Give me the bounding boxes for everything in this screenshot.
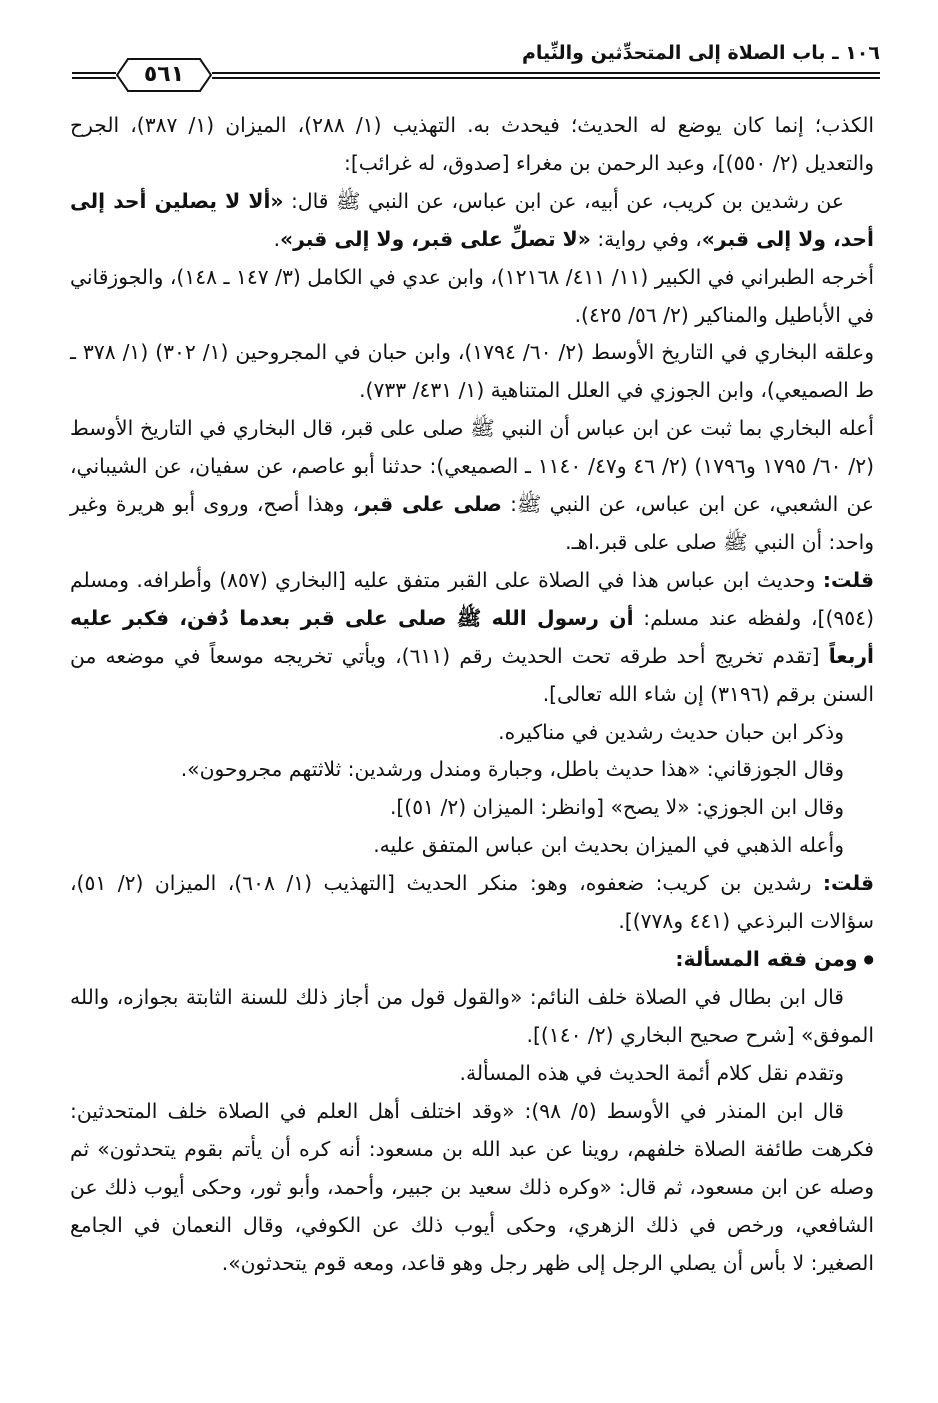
- page-number: ٥٦١: [143, 62, 185, 87]
- text-run: رشدين بن كريب: ضعفوه، وهو: منكر الحديث [التهذيب (١/ ٦٠٨)، الميزان (٢/ ٥١)، سؤالات البرذعي (٤٤١ و٧٧٨)].: [70, 871, 874, 934]
- page-header: [72, 40, 880, 90]
- body-paragraph: [70, 789, 874, 827]
- body-paragraph: [70, 183, 874, 259]
- bold-text: أن رسول الله ﷺ صلى على قبر بعدما دُفن، فكبر عليه أربعاً: [70, 605, 874, 668]
- bold-text: قلت:: [822, 871, 875, 896]
- text-run: وأعله الذهبي في الميزان بحديث ابن عباس المتفق عليه.: [373, 833, 844, 858]
- text-run: أعله البخاري بما ثبت عن ابن عباس أن النبي ﷺ صلى على قبر، قال البخاري في التاريخ الأوسط (٢/ ٦٠/ ١٧٩٥ و١٧٩٦) (٢/ ٤٦ و٤٧/ ١١٤٠ ـ الصميعي): حدثنا أبو عاصم، عن سفيان، عن الشيباني، عن الشعبي، عن ابن عباس، عن النبي ﷺ:: [70, 416, 875, 517]
- body-paragraph: [70, 714, 874, 752]
- text-run: ، وفي رواية:: [590, 226, 702, 251]
- text-run: وحديث ابن عباس هذا في الصلاة على القبر متفق عليه [البخاري (٨٥٧) وأطرافه. ومسلم (٩٥٤)]، ولفظه عند مسلم:: [70, 567, 874, 630]
- bold-text: «لا تصلِّ على قبر، ولا إلى قبر»: [280, 226, 591, 251]
- text-run: قال ابن بطال في الصلاة خلف النائم: «والقول قول من أجاز ذلك للسنة الثابتة بجوازه، والله الموفق» [شرح صحيح البخاري (٢/ ١٤٠)].: [70, 985, 874, 1048]
- body-paragraph: [70, 827, 874, 865]
- body-paragraph: [70, 1055, 874, 1093]
- body-paragraph: [70, 334, 874, 410]
- running-title: ١٠٦ ـ باب الصلاة إلى المتحدِّثين والنِّيام: [516, 42, 880, 64]
- text-run: عن رشدين بن كريب، عن أبيه، عن ابن عباس، عن النبي ﷺ قال:: [283, 188, 844, 213]
- body-paragraph: [70, 410, 874, 562]
- text-run: وذكر ابن حبان حديث رشدين في مناكيره.: [498, 719, 844, 744]
- text-run: وقال ابن الجوزي: «لا يصح» [وانظر: الميزان (٢/ ٥١)].: [389, 795, 844, 820]
- page-number-badge: [116, 58, 212, 92]
- text-run: قال ابن المنذر في الأوسط (٥/ ٩٨): «وقد اختلف أهل العلم في الصلاة خلف المتحدثين: فكرهت طائفة الصلاة خلفهم، روينا عن عبد الله بن مسعود: أنه كره أن يأتم بقوم يتحدثون» ثم وصله عن ابن مسعود، ثم قال: «وكره ذلك سعيد بن جبير، وأحمد، وأبو ثور، وحكى أيوب ذلك عن الشافعي، ورخص في ذلك الزهري، وحكى أيوب ذلك عن الكوفي، وقال النعمان في الجامع الصغير: لا بأس أن يصلي الرجل إلى ظهر رجل وهو قاعد، ومعه قوم يتحدثون».: [70, 1099, 874, 1275]
- section-heading: [70, 941, 874, 979]
- body-paragraph: [70, 562, 874, 714]
- text-run: وتقدم نقل كلام أئمة الحديث في هذه المسألة.: [459, 1061, 844, 1086]
- text-run: ، وهذا أصح، وروى أبو هريرة وغير واحد: أن النبي ﷺ صلى على قبر.اهـ.: [70, 492, 874, 554]
- body-paragraph: [70, 751, 874, 789]
- page-body: [70, 107, 874, 1283]
- bold-text: قلت:: [822, 567, 875, 592]
- text-run: .: [273, 226, 281, 251]
- text-run: أخرجه الطبراني في الكبير (١١/ ٤١١/ ١٢١٦٨)، وابن عدي في الكامل (٣/ ١٤٧ ـ ١٤٨)، والجوزقاني في الأباطيل والمناكير (٢/ ٥٦/ ٤٢٥).: [70, 264, 875, 327]
- bold-text: «ألا لا يصلين أحد إلى أحد، ولا إلى قبر»: [70, 188, 874, 251]
- text-run: وعلقه البخاري في التاريخ الأوسط (٢/ ٦٠/ ١٧٩٤)، وابن حبان في المجروحين (١/ ٣٠٢) (١/ ٣٧٨ ـ ط الصميعي)، وابن الجوزي في العلل المتناهية (١/ ٤٣١/ ٧٣٣).: [70, 340, 875, 403]
- bullet-icon: [858, 947, 874, 971]
- bold-text: ومن فقه المسألة:: [675, 946, 858, 971]
- text-run: الكذب؛ إنما كان يوضع له الحديث؛ فيحدث به. التهذيب (١/ ٢٨٨)، الميزان (١/ ٣٨٧)، الجرح والتعديل (٢/ ٥٥٠)]، وعبد الرحمن بن مغراء [صدوق، له غرائب]:: [70, 113, 875, 175]
- body-paragraph: [70, 865, 874, 941]
- body-paragraph: [70, 1093, 874, 1283]
- body-paragraph: [70, 107, 874, 183]
- text-run: [تقدم تخريج أحد طرقه تحت الحديث رقم (٦١١)، ويأتي تخريجه موسعاً في موضعه من السنن برقم (٣١٩٦) إن شاء الله تعالى].: [70, 643, 874, 706]
- body-paragraph: [70, 259, 874, 335]
- bold-text: صلى على قبر: [359, 492, 502, 517]
- text-run: وقال الجوزقاني: «هذا حديث باطل، وجبارة ومندل ورشدين: ثلاثتهم مجروحون».: [180, 757, 844, 782]
- body-paragraph: [70, 979, 874, 1055]
